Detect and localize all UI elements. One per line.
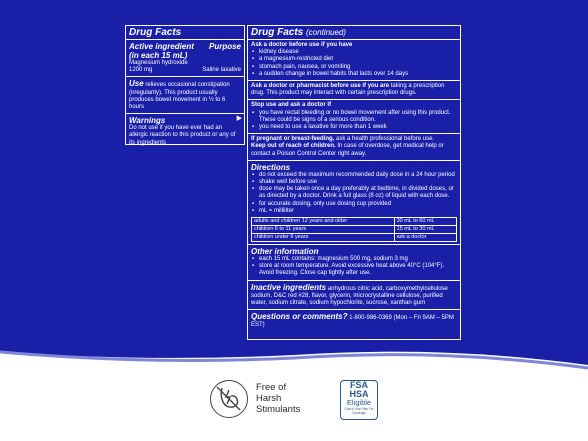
list-item: ▪ a sudden change in bowel habits that lasts over 14 days (259, 71, 457, 78)
no-stimulants-icon (210, 380, 248, 418)
pharmacist-text: taking a prescription drug. This product may interact with certain prescription drugs. (251, 83, 445, 97)
harsh-line-1: Free of (256, 382, 287, 393)
keep-out-text: In case of overdose, get medical help or contact a Poison Control Center right away. (251, 143, 444, 157)
keep-out-heading: Keep out of reach of children. (251, 143, 336, 150)
warnings-section (126, 114, 244, 149)
list-item: ▪ you have rectal bleeding or no bowel movement after using this product. These could be signs of a serious condition. (259, 110, 457, 124)
list-item: ▪ you need to use a laxative for more than 1 week (259, 124, 457, 131)
list-item: ▪ store at room temperature. Avoid excessive heat above 40°C (104°F). Avoid freezing. Close cap tightly after use. (259, 263, 457, 277)
list-item: ▪ each 15 mL contains: magnesium 500 mg, sodium 3 mg (259, 256, 457, 263)
warnings-text: Do not use if you have ever had an allergic reaction to this product or any of its ingredients (129, 125, 236, 146)
header-continued: (continued) (306, 28, 347, 37)
fsa-label: FSA (350, 380, 368, 390)
use-section (126, 77, 244, 114)
table-row (252, 218, 457, 226)
pregnant-text: ask a health professional before use. (336, 136, 435, 143)
no-stimulants-text (256, 382, 300, 415)
other-info-heading: Other information (251, 247, 319, 257)
harsh-line-2: Harsh (256, 393, 282, 404)
pregnancy-section (248, 134, 460, 161)
inactive-text: anhydrous citric acid, carboxymethylcellulose sodium, D&C red #28, flavor, glycerin, microcrystalline cellulose, purified water, sodium citrate, sodium hypochlorite, sucrose, xanthan gum (251, 285, 448, 307)
table-cell: 15 mL to 30 mL (394, 226, 456, 234)
ask-doctor-section (248, 40, 460, 81)
list-item: ▪ a magnesium-restricted diet (259, 56, 457, 63)
drug-facts-right-panel (247, 25, 461, 340)
drug-facts-continued-header (248, 26, 460, 40)
use-text: relieves occasional constipation (irregularity). This product usually produces bowel movement in ½ to 6 hours (129, 82, 230, 111)
table-cell: 30 mL to 60 mL (394, 218, 456, 226)
table-row (252, 234, 457, 242)
ask-doctor-list (251, 49, 457, 78)
other-info-list (251, 256, 457, 278)
continue-arrow-icon: ▶ (236, 115, 242, 123)
ask-doctor-heading: Ask a doctor before use if you have (251, 42, 353, 48)
directions-section (248, 161, 460, 245)
list-item: ▪ mL = milliliter (259, 208, 457, 215)
table-cell: children under 6 years (252, 234, 395, 242)
table-row (252, 226, 457, 234)
coverage-note: Check Your Plan For Coverage (344, 407, 374, 415)
pharmacist-section (248, 81, 460, 100)
hsa-label: HSA (349, 389, 369, 399)
purpose-value: Saline laxative (202, 67, 241, 74)
pregnant-heading: If pregnant or breast-feeding, (251, 136, 335, 143)
drug-facts-header: Drug Facts (126, 26, 244, 40)
header-title: Drug Facts (251, 27, 304, 38)
warnings-heading: Warnings (129, 116, 166, 126)
directions-list (251, 172, 457, 215)
questions-text: 1-800-986-0369 (Mon – Fri 9AM – 5PM EST) (251, 315, 454, 329)
active-ingredient-section (126, 40, 244, 77)
dose-line: 1200 mg (129, 67, 153, 74)
stomach-lightning-icon (211, 381, 246, 416)
list-item: ▪ stomach pain, nausea, or vomiting (259, 64, 457, 71)
questions-heading: Questions or comments? (251, 312, 348, 322)
inactive-ingredients-section (248, 281, 460, 311)
other-info-section (248, 245, 460, 281)
stop-use-section (248, 100, 460, 134)
inactive-heading: Inactive ingredients (251, 282, 327, 292)
questions-section (248, 310, 460, 331)
drug-facts-left-panel (125, 25, 245, 145)
badge-row (0, 380, 588, 441)
pharmacist-heading: Ask a doctor or pharmacist before use if you are (251, 83, 390, 90)
eligible-label: Eligible (346, 398, 372, 407)
table-cell: ask a doctor (394, 234, 456, 242)
harsh-line-3: Stimulants (256, 404, 301, 415)
active-ingredient-sub: (in each 15 mL) (129, 51, 188, 60)
list-item: ▪ do not exceed the maximum recommended daily dose in a 24 hour period (259, 172, 457, 179)
active-ingredient-heading: Active ingredient (129, 42, 194, 51)
list-item: ▪ kidney disease (259, 49, 457, 56)
use-heading: Use (129, 79, 144, 89)
table-cell: children 6 to 11 years (252, 226, 395, 234)
table-cell: adults and children 12 years and older (252, 218, 395, 226)
list-item: ▪ shake well before use (259, 179, 457, 186)
directions-heading: Directions (251, 162, 291, 172)
fsa-hsa-badge (340, 380, 378, 420)
list-item: ▪ dose may be taken once a day preferably at bedtime, in divided doses, or as directed by a doctor. Drink a full glass (8 oz) of liquid with each dose. (259, 186, 457, 200)
stop-use-list (251, 110, 457, 132)
purpose-heading: Purpose (208, 42, 241, 51)
dose-table (251, 217, 457, 242)
ingredient-name: Magnesium hydroxide (129, 60, 188, 66)
stop-use-heading: Stop use and ask a doctor if (251, 102, 332, 109)
list-item: ▪ for accurate dosing, only use dosing cup provided (259, 201, 457, 208)
